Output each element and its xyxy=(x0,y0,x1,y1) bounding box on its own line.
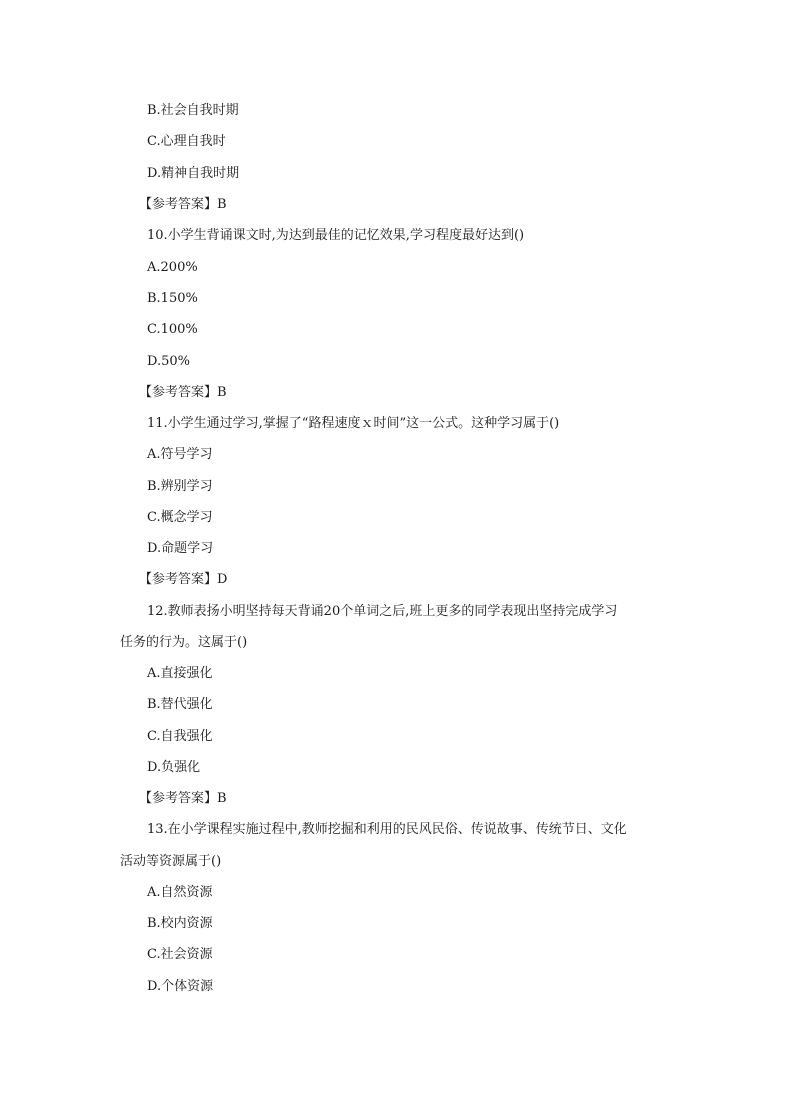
answer-q11: 【参考答案】D xyxy=(139,572,228,587)
option-d-q9: D.精神自我时期 xyxy=(147,166,240,181)
option-d-q10: D.50% xyxy=(147,354,190,369)
option-c-q12: C.自我强化 xyxy=(147,729,213,744)
option-d-q12: D.负强化 xyxy=(147,760,201,775)
option-b-q13: B.校内资源 xyxy=(147,916,213,931)
option-b-q12: B.替代强化 xyxy=(147,697,213,712)
question-11: 11.小学生通过学习,掌握了“路程速度ｘ时间”这一公式。这种学习属于() xyxy=(147,416,560,431)
option-b-q11: B.辨别学习 xyxy=(147,479,213,494)
option-b-q9: B.社会自我时期 xyxy=(147,103,239,118)
option-d-q13: D.个体资源 xyxy=(147,979,214,994)
option-c-q9: C.心理自我时 xyxy=(147,134,226,149)
option-c-q13: C.社会资源 xyxy=(147,947,213,962)
question-13: 13.在小学课程实施过程中,教师挖掘和利用的民风民俗、传说故事、传统节日、文化 xyxy=(147,822,627,837)
question-12-continued: 任务的行为。这属于() xyxy=(120,635,248,650)
answer-q10: 【参考答案】B xyxy=(139,385,227,400)
option-a-q11: A.符号学习 xyxy=(147,447,213,462)
option-c-q11: C.概念学习 xyxy=(147,510,213,525)
answer-q9: 【参考答案】B xyxy=(139,197,227,212)
option-a-q10: A.200% xyxy=(147,260,198,275)
answer-q12: 【参考答案】B xyxy=(139,791,227,806)
option-b-q10: B.150% xyxy=(147,291,198,306)
question-10: 10.小学生背诵课文时,为达到最佳的记忆效果,学习程度最好达到() xyxy=(147,228,525,243)
option-d-q11: D.命题学习 xyxy=(147,541,214,556)
option-c-q10: C.100% xyxy=(147,322,198,337)
question-13-continued: 活动等资源属于() xyxy=(120,854,222,869)
question-12: 12.教师表扬小明坚持每天背诵20个单词之后,班上更多的同学表现出坚持完成学习 xyxy=(147,604,618,619)
option-a-q12: A.直接强化 xyxy=(147,666,213,681)
option-a-q13: A.自然资源 xyxy=(147,885,213,900)
